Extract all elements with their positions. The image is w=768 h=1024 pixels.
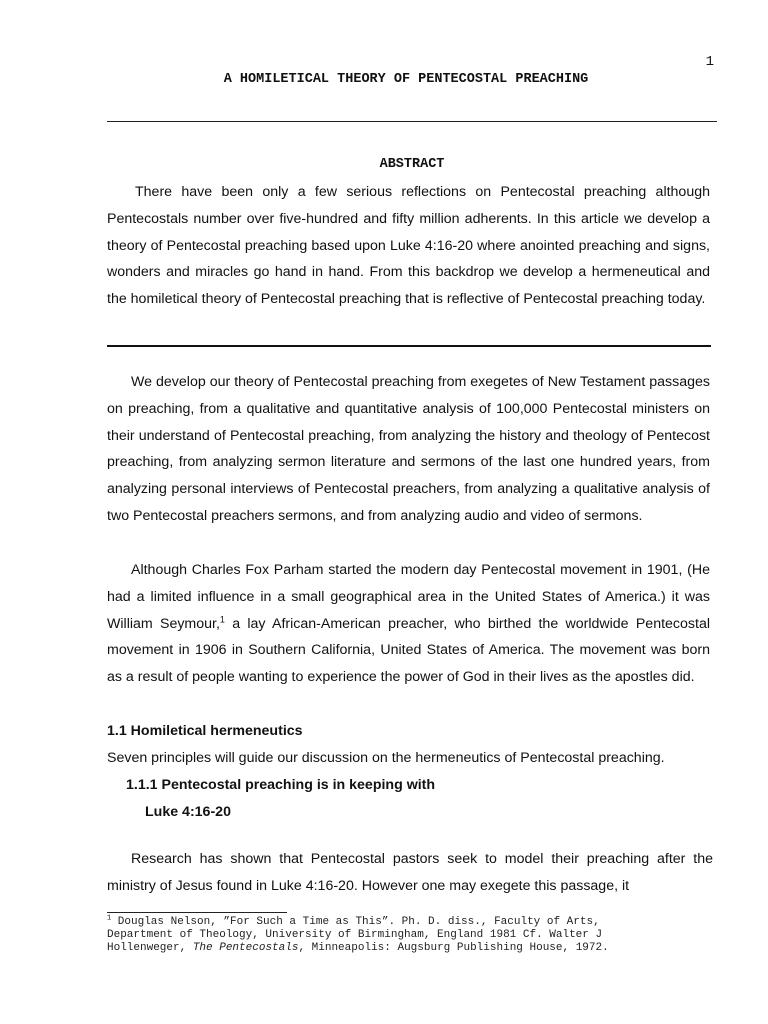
document-title: A HOMILETICAL THEORY OF PENTECOSTAL PREACHING	[223, 72, 589, 87]
subsection-heading-1-1-1	[126, 772, 435, 826]
paragraph-2-text-before: Although Charles Fox Parham started the modern day Pentecostal movement in 1901, (He had a limited influence in a small geographical area in the United States of America.) it was William Seymour,	[107, 562, 710, 632]
footnote-divider	[107, 912, 287, 913]
subsection-heading-line-2: Luke 4:16-20	[145, 803, 231, 820]
page-number: 1	[705, 54, 714, 70]
footnote-text-after: , Minneapolis: Augsburg Publishing House, 1972.	[298, 942, 609, 955]
paragraph-2-text-after: a lay African-American preacher, who birthed the worldwide Pentecostal movement in 1906 in Southern California, United States of America. The movement was born as a result of people wanting to experience the power of God in their lives as the apostles did.	[107, 615, 710, 686]
title-divider	[107, 121, 717, 122]
section-intro-line: Seven principles will guide our discussion on the hermeneutics of Pentecostal preaching.	[107, 750, 665, 766]
abstract-heading: ABSTRACT	[379, 157, 445, 172]
body-paragraph-2	[107, 557, 710, 691]
body-paragraph-1: We develop our theory of Pentecostal preaching from exegetes of New Testament passages on preaching, from a qualitative and quantitative analysis of 100,000 Pentecostal ministers on their understand of Pentecostal preaching, from analyzing the history and theology of Pentecost preaching, from analyzing sermon literature and sermons of the last one hundred years, from analyzing personal interviews of Pentecostal preachers, from analyzing a qualitative analysis of two Pentecostal preachers sermons, and from analyzing audio and video of sermons.	[107, 374, 710, 524]
footnote-book-title: The Pentecostals	[192, 942, 299, 955]
footnote-reference[interactable]: 1	[219, 613, 225, 624]
section-heading-1-1: 1.1 Homiletical hermeneutics	[107, 723, 303, 739]
subsection-heading-line-1: 1.1.1 Pentecostal preaching is in keeping with	[126, 777, 436, 793]
footnote-text-before: Douglas Nelson, ”For Such a Time as This”. Ph. D. diss., Faculty of Arts, Department of Theology, University of Birmingham, England 1981 Cf. Walter J Hollenweger,	[107, 916, 603, 955]
footnote-number: 1	[107, 914, 112, 923]
body-paragraph-3: Research has shown that Pentecostal pastors seek to model their preaching after the ministry of Jesus found in Luke 4:16-20. However one may exegete this passage, it	[107, 851, 713, 894]
abstract-body: There have been only a few serious reflections on Pentecostal preaching although Pentecostals number over five-hundred and fifty million adherents. In this article we develop a theory of Pentecostal preaching based upon Luke 4:16-20 where anointed preaching and signs, wonders and miracles go hand in hand. From this backdrop we develop a hermeneutical and the homiletical theory of Pentecostal preaching that is reflective of Pentecostal preaching today.	[107, 184, 710, 308]
footnote	[107, 916, 727, 956]
abstract-divider	[107, 345, 711, 347]
